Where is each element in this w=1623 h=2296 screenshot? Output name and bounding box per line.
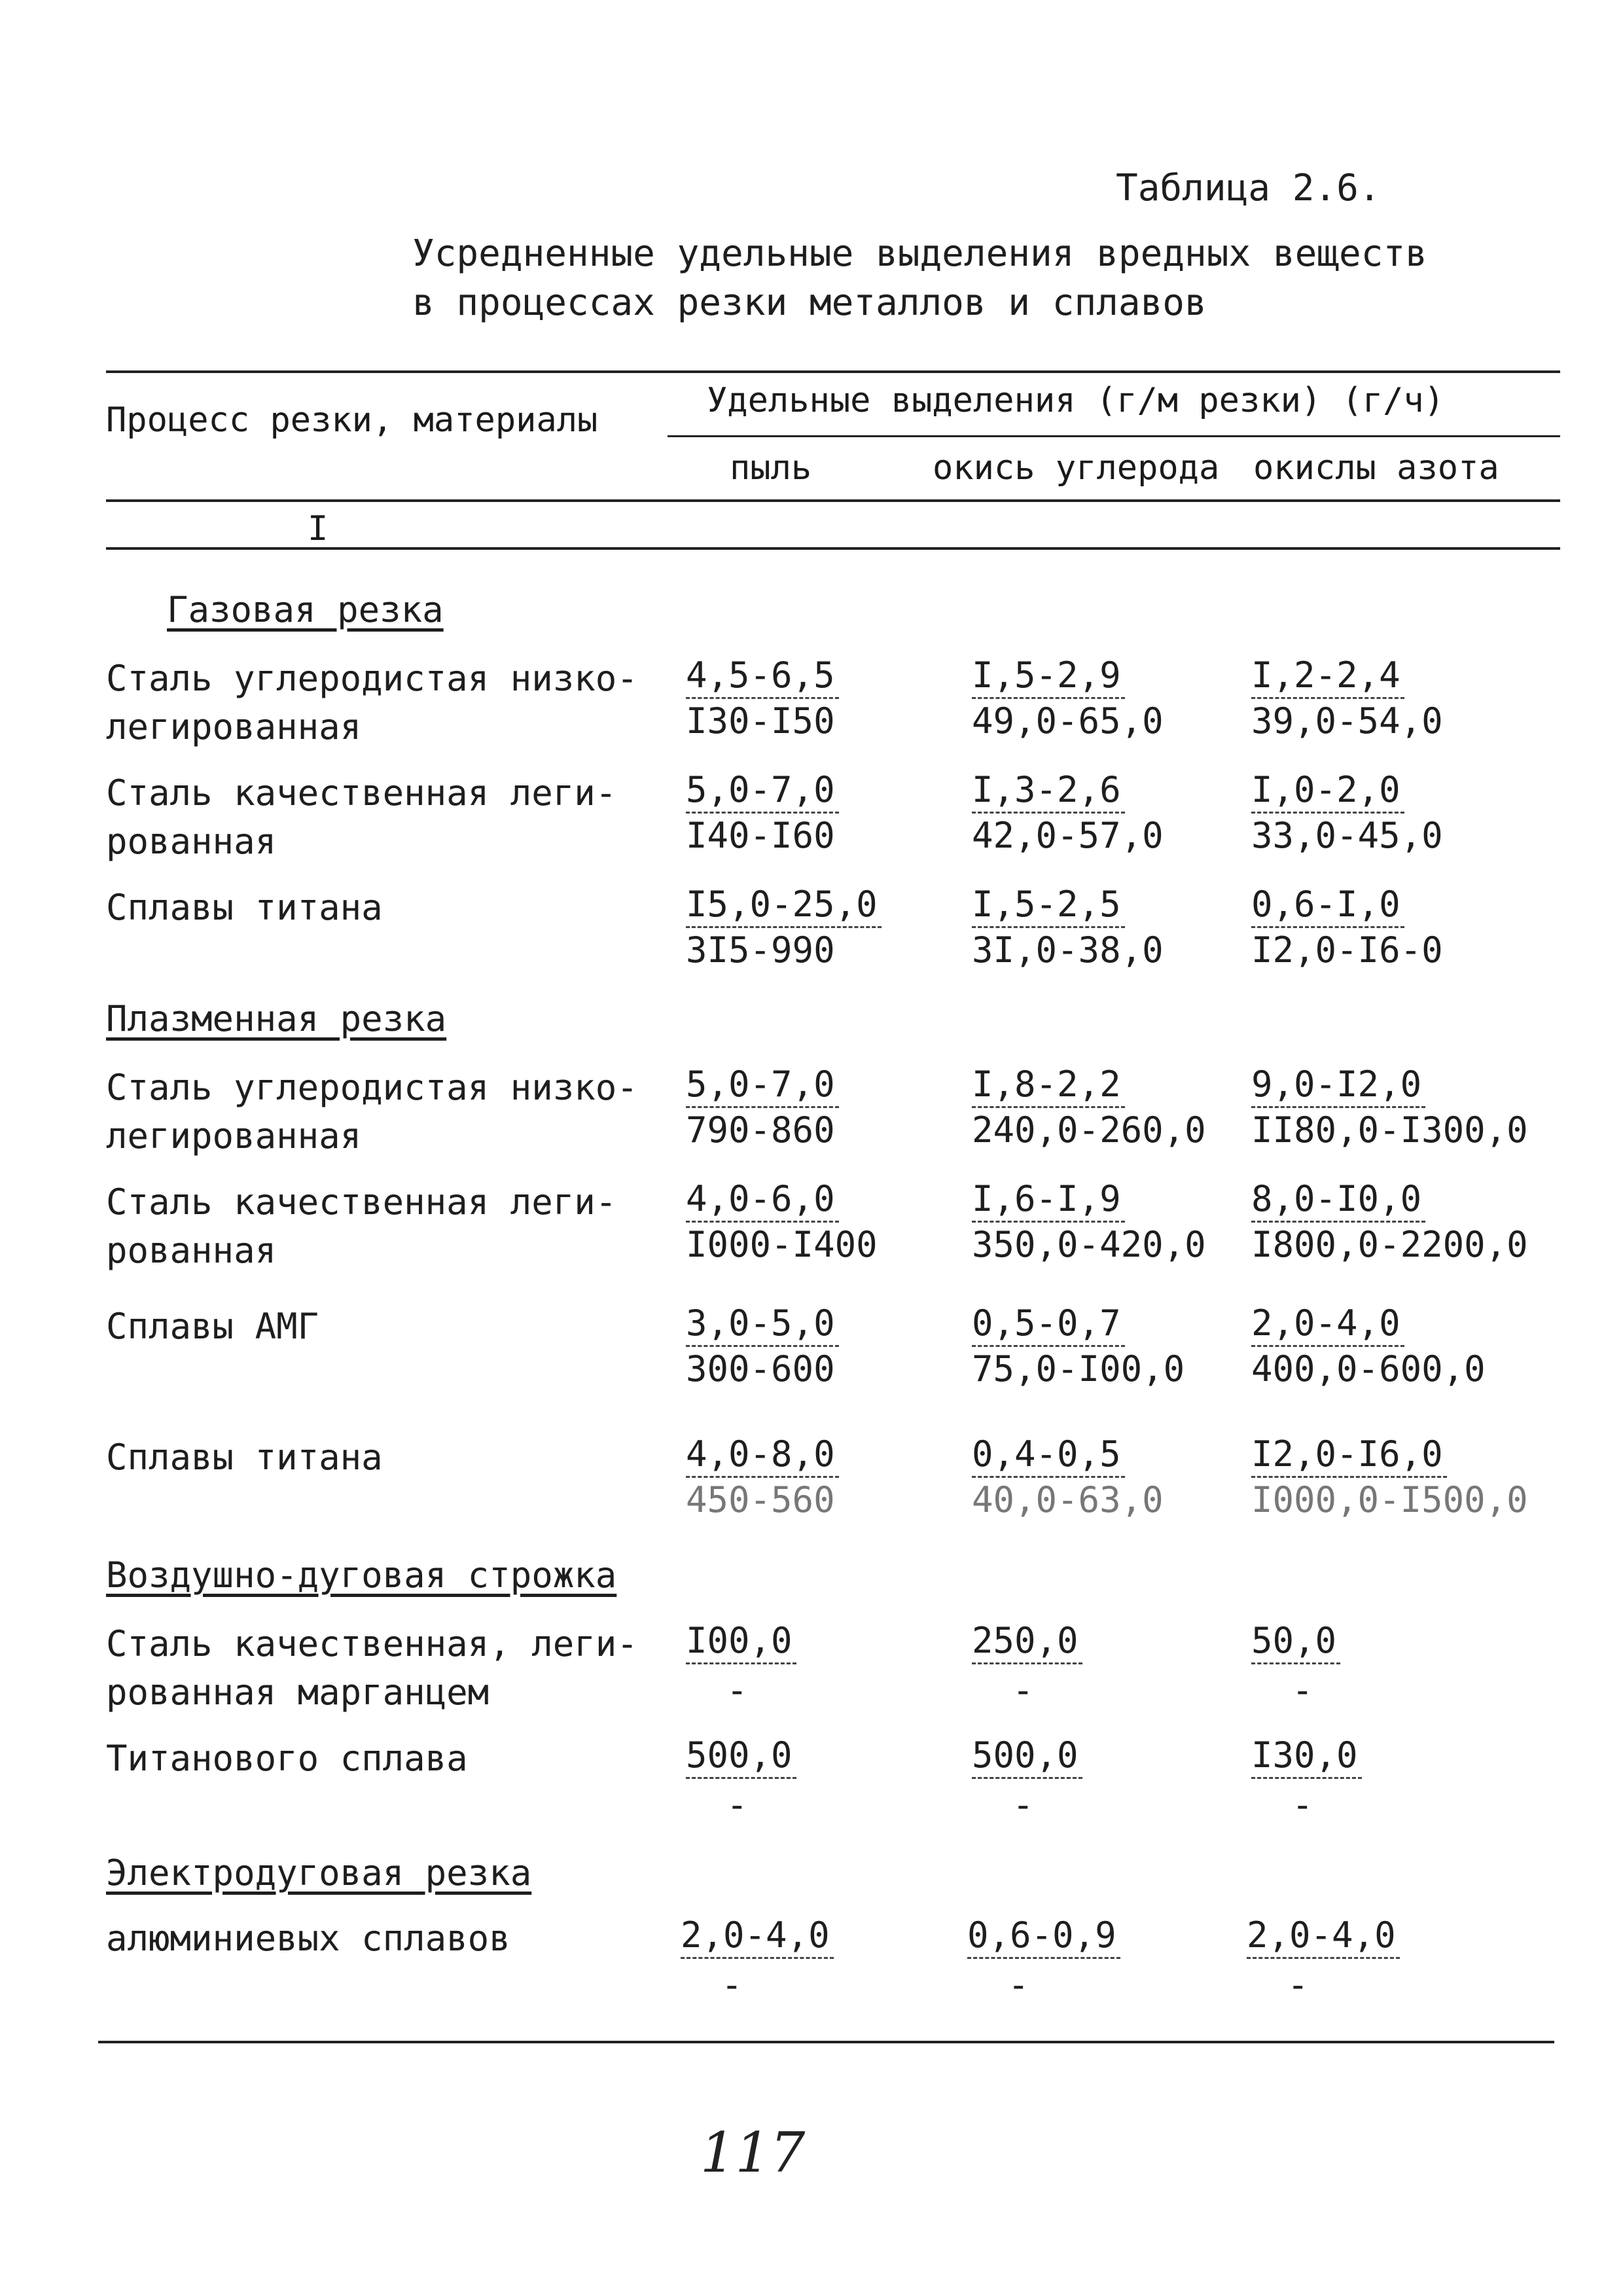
value-cell: 5,0-7,0 I40-I60	[686, 769, 839, 856]
value-cell: 4,0-8,0 450-560	[686, 1433, 839, 1520]
header-sub-dust: пыль	[730, 448, 812, 488]
value-cell: 0,5-0,7 75,0-I00,0	[972, 1302, 1185, 1390]
value-cell: I,5-2,5 3I,0-38,0	[972, 884, 1164, 971]
header-sub-co: окись углерода	[933, 448, 1220, 488]
page-number: 117	[700, 2121, 806, 2185]
value-cell: 2,0-4,0 -	[1247, 1914, 1400, 2005]
section-title-electric-arc: Электродуговая резка	[106, 1852, 532, 1893]
value-cell: 9,0-I2,0 II80,0-I300,0	[1251, 1064, 1528, 1151]
header-bottom-rule	[106, 499, 1560, 502]
value-cell: 8,0-I0,0 I800,0-2200,0	[1251, 1178, 1528, 1265]
section-title-air-arc: Воздушно-дуговая строжка	[106, 1554, 617, 1596]
header-process-col: Процесс резки, материалы	[106, 401, 598, 440]
value-cell: I,3-2,6 42,0-57,0	[972, 769, 1164, 856]
value-cell: 500,0 -	[972, 1734, 1082, 1825]
row-label: Титанового сплава	[106, 1738, 468, 1779]
value-cell: I5,0-25,0 3I5-990	[686, 884, 882, 971]
row-label: Сталь качественная леги- рованная	[106, 772, 617, 862]
row-label: алюминиевых сплавов	[106, 1918, 510, 1959]
header-group-col: Удельные выделения (г/м резки) (г/ч)	[707, 381, 1445, 420]
row-label: Сплавы титана	[106, 1437, 383, 1478]
value-cell: 250,0 -	[972, 1620, 1082, 1711]
row-label: Сталь качественная, леги- рованная марганцем	[106, 1623, 638, 1713]
value-cell: 50,0 -	[1251, 1620, 1340, 1711]
value-cell: I,0-2,0 33,0-45,0	[1251, 769, 1443, 856]
value-cell: I,8-2,2 240,0-260,0	[972, 1064, 1206, 1151]
header-top-rule	[106, 370, 1560, 373]
row-label: Сталь углеродистая низко- легированная	[106, 1067, 638, 1157]
value-cell: 5,0-7,0 790-860	[686, 1064, 839, 1151]
value-cell: 2,0-4,0 400,0-600,0	[1251, 1302, 1486, 1390]
caption-line-1: Усредненные удельные выделения вредных веществ	[412, 232, 1427, 275]
value-cell: 0,6-0,9 -	[967, 1914, 1120, 2005]
row-label: Сплавы АМГ	[106, 1306, 319, 1347]
value-cell: 4,0-6,0 I000-I400	[686, 1178, 878, 1265]
value-cell: I00,0 -	[686, 1620, 796, 1711]
caption-line-2: в процессах резки металлов и сплавов	[412, 281, 1207, 324]
value-cell: I,6-I,9 350,0-420,0	[972, 1178, 1206, 1265]
value-cell: 2,0-4,0 -	[681, 1914, 834, 2005]
header-sub-nox: окислы азота	[1253, 448, 1499, 488]
section-title-gas: Газовая резка	[167, 589, 444, 630]
row-label: Сталь углеродистая низко- легированная	[106, 658, 638, 747]
table-bottom-rule	[98, 2041, 1554, 2043]
table-title: Таблица 2.6.	[1116, 167, 1381, 209]
header-col-number: I	[308, 509, 329, 548]
value-cell: 4,5-6,5 I30-I50	[686, 655, 839, 742]
value-cell: I,5-2,9 49,0-65,0	[972, 655, 1164, 742]
value-cell: I,2-2,4 39,0-54,0	[1251, 655, 1443, 742]
section-title-plasma: Плазменная резка	[106, 998, 447, 1039]
row-label: Сплавы титана	[106, 887, 383, 928]
value-cell: I2,0-I6,0 I000,0-I500,0	[1251, 1433, 1528, 1520]
value-cell: 0,4-0,5 40,0-63,0	[972, 1433, 1164, 1520]
value-cell: I30,0 -	[1251, 1734, 1362, 1825]
header-group-rule	[668, 435, 1560, 437]
value-cell: 3,0-5,0 300-600	[686, 1302, 839, 1390]
value-cell: 0,6-I,0 I2,0-I6-0	[1251, 884, 1443, 971]
value-cell: 500,0 -	[686, 1734, 796, 1825]
row-label: Сталь качественная леги- рованная	[106, 1181, 617, 1271]
